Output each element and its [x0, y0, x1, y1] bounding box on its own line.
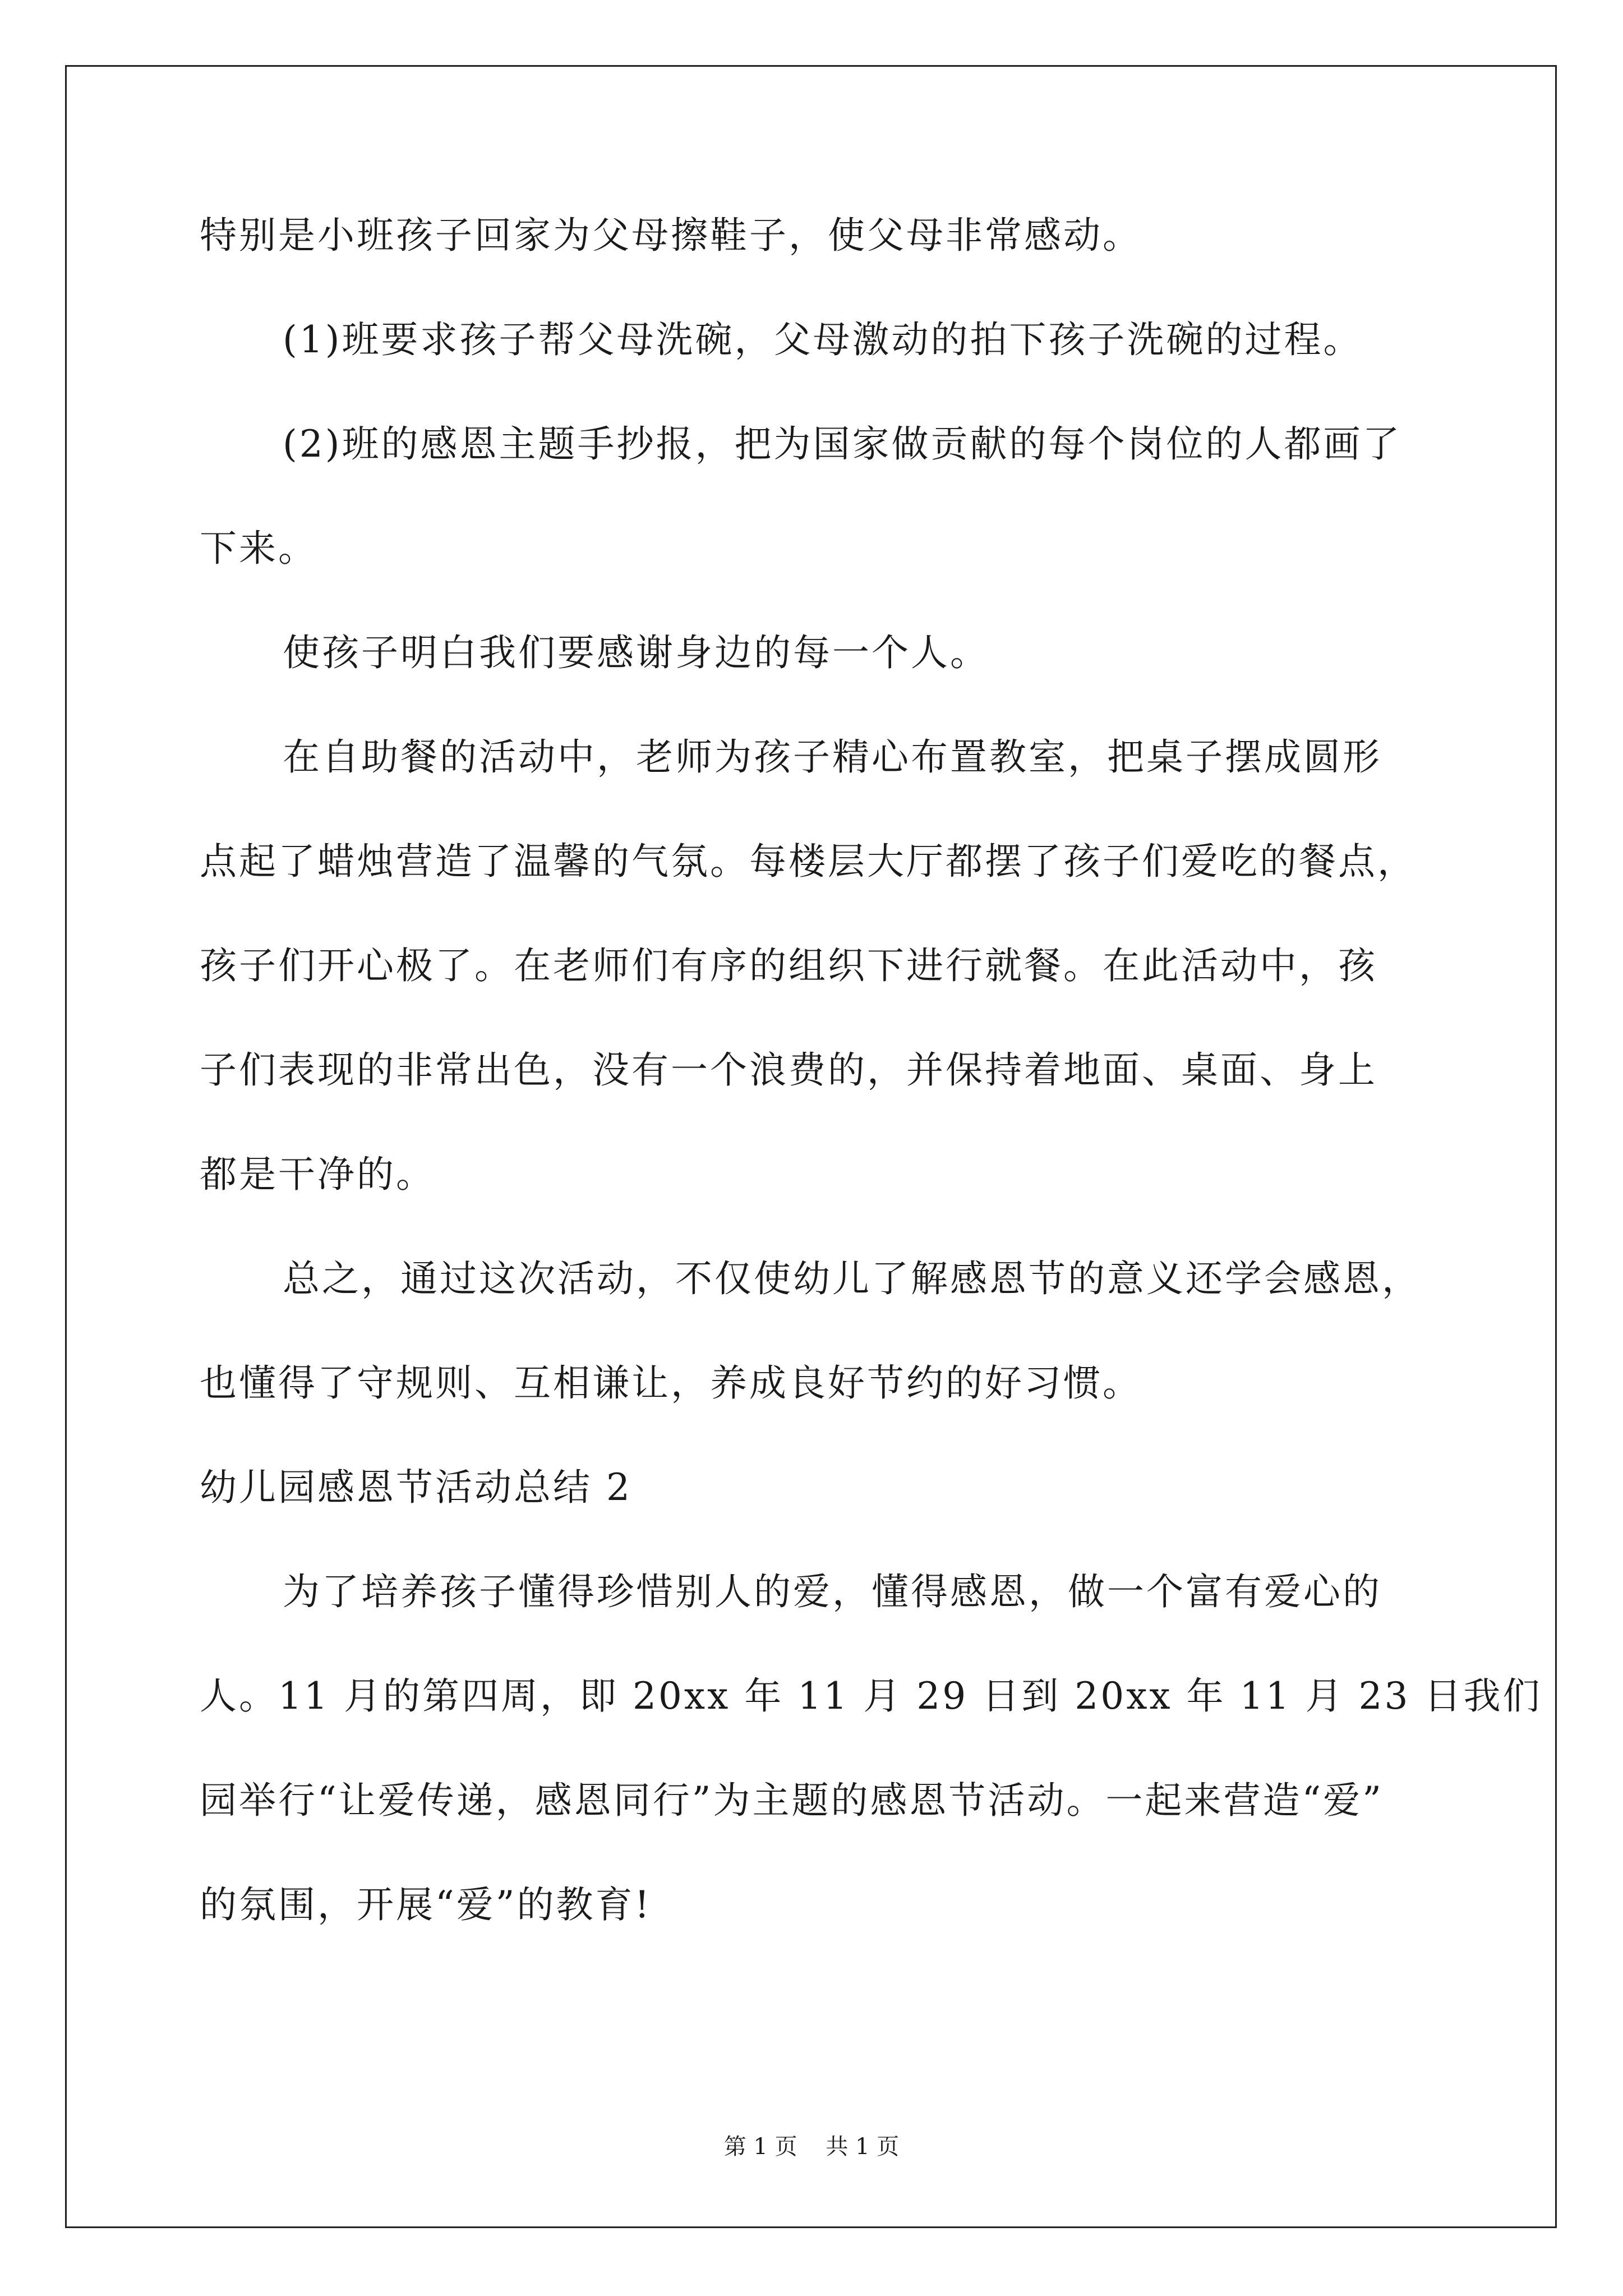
body-line: 孩子们开心极了。在老师们有序的组织下进行就餐。在此活动中，孩	[200, 944, 1377, 987]
section-heading: 幼儿园感恩节活动总结 2	[200, 1466, 632, 1509]
body-line: 为了培养孩子懂得珍惜别人的爱，懂得感恩，做一个富有爱心的	[283, 1570, 1382, 1613]
body-line: 也懂得了守规则、互相谦让，养成良好节约的好习惯。	[200, 1361, 1142, 1405]
body-line: 使孩子明白我们要感谢身边的每一个人。	[283, 631, 989, 674]
body-line: 特别是小班孩子回家为父母擦鞋子，使父母非常感动。	[200, 214, 1142, 257]
body-line: 都是干净的。	[200, 1153, 435, 1196]
body-line: 人。11 月的第四周，即 20xx 年 11 月 29 日到 20xx 年 11 月 23 日我们	[200, 1674, 1542, 1718]
body-line: 园举行“让爱传递，感恩同行”为主题的感恩节活动。一起来营造“爱”	[200, 1779, 1384, 1822]
body-line: (2)班的感恩主题手抄报，把为国家做贡献的每个岗位的人都画了	[283, 422, 1402, 466]
body-line: 下来。	[200, 527, 317, 570]
body-line: 在自助餐的活动中，老师为孩子精心布置教室，把桌子摆成圆形	[283, 735, 1382, 779]
body-line: (1)班要求孩子帮父母洗碗，父母激动的拍下孩子洗碗的过程。	[283, 318, 1363, 361]
body-line: 子们表现的非常出色，没有一个浪费的，并保持着地面、桌面、身上	[200, 1048, 1377, 1092]
page-number-footer: 第 1 页 共 1 页	[723, 2134, 900, 2160]
body-line: 总之，通过这次活动，不仅使幼儿了解感恩节的意义还学会感恩，	[283, 1257, 1421, 1300]
body-line: 的氛围，开展“爱”的教育!	[200, 1883, 652, 1926]
body-line: 点起了蜡烛营造了温馨的气氛。每楼层大厅都摆了孩子们爱吃的餐点，	[200, 840, 1417, 883]
